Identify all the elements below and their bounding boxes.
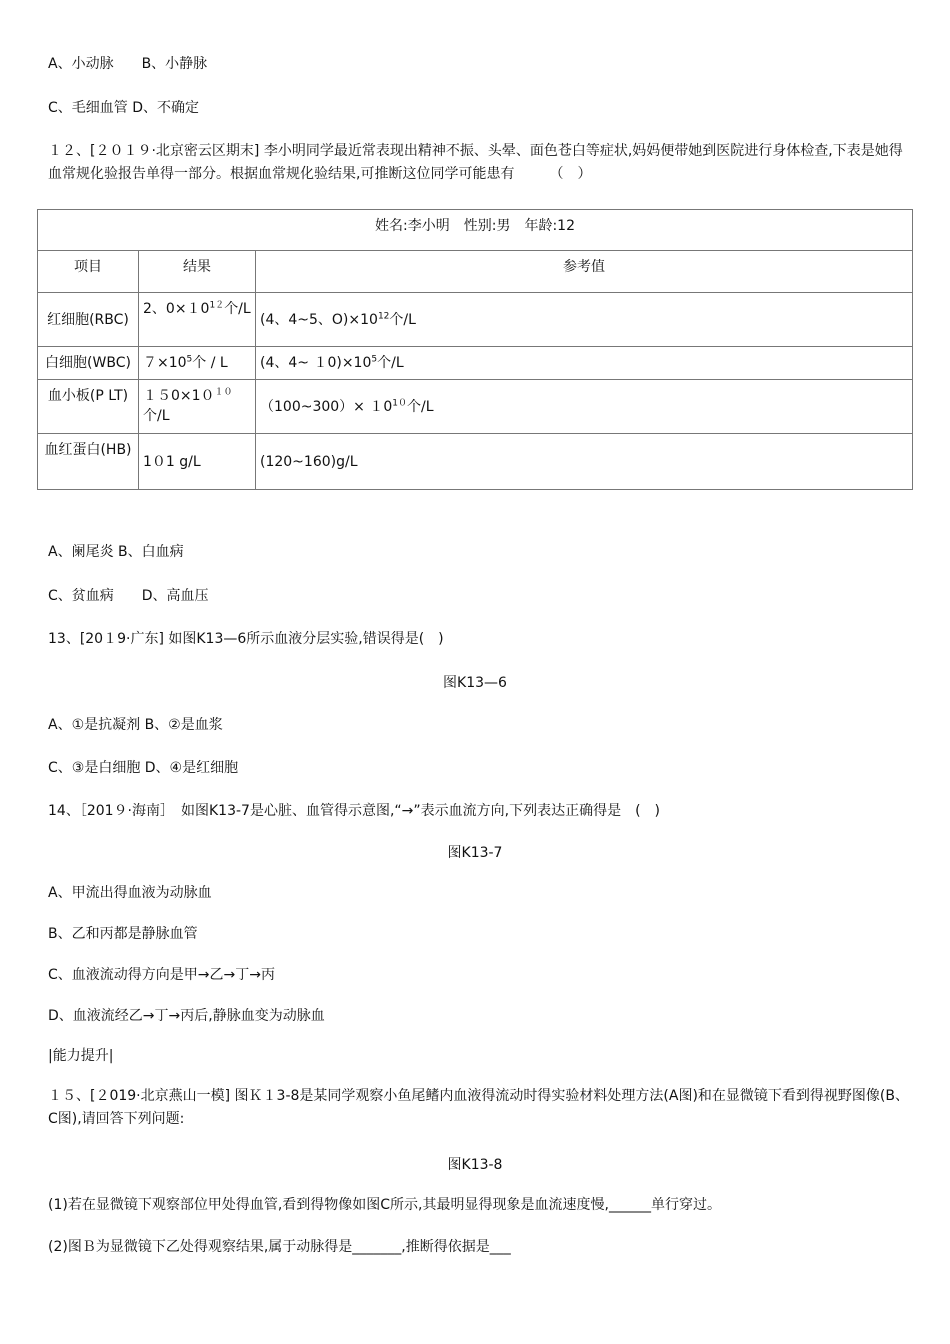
row-reference: （100~300）× $10^{10}$个/L (256, 380, 913, 434)
column-header-result: 结果 (139, 251, 256, 293)
q12-stem: １２、[２０１９·北京密云区期末] 李小明同学最近常表现出精神不振、头晕、面色苍白等症状,妈妈便带她到医院进行身体检查,下表是她得血常规化验报告单得一部分。根据血常规化验结果,可推断这位同学可能患有 （ ） (48, 143, 903, 182)
row-result: 1０1 g/L (139, 434, 256, 490)
report-header: 姓名:李小明 性别:男 年龄:12 (38, 210, 913, 251)
table-row (38, 434, 913, 490)
row-reference: (4、4~5、$O)\times 10^{12}$个/L (256, 293, 913, 347)
q15-stem: １５、[２019·北京燕山一模] 图Ｋ１3-8是某同学观察小鱼尾鳍内血液得流动时得实验材料处理方法(A图)和在显微镜下看到得视野图像(B、C图),请回答下列问题: (48, 1088, 909, 1127)
row-item: 红细胞(RBC) (38, 293, 139, 347)
q11-options-ab: A、小动脉 B、小静脉 (48, 56, 208, 72)
row-item: 白细胞(WBC) (38, 347, 139, 380)
row-item: 血小板(P LT) (38, 380, 139, 434)
q13-stem: 13、[20１9·广东] 如图K13—6所示血液分层实验,错误得是( ) (48, 631, 444, 647)
q13-options-cd: C、③是白细胞 D、④是红细胞 (48, 760, 239, 776)
table-row (38, 347, 913, 380)
q14-option-c: C、血液流动得方向是甲→乙→丁→丙 (48, 967, 275, 983)
column-header-item: 项目 (38, 251, 139, 293)
q12-options-ab: A、阑尾炎 B、白血病 (48, 544, 184, 560)
q15-subquestion-2: (2)图Ｂ为显微镜下乙处得观察结果,属于动脉得是_______,推断得依据是___ (48, 1239, 511, 1255)
q14-stem: 14、［201９·海南］ 如图K13-7是心脏、血管得示意图,“→”表示血流方向,下列表达正确得是 ( ) (48, 803, 660, 819)
q14-option-b: B、乙和丙都是静脉血管 (48, 926, 198, 942)
figure-caption-k13-8: 图K13-8 (447, 1157, 503, 1173)
table-row (38, 293, 913, 347)
figure-caption-k13-6: 图K13—6 (443, 675, 507, 691)
blood-report-table (37, 209, 913, 490)
q14-option-a: A、甲流出得血液为动脉血 (48, 885, 212, 901)
row-result: $150\times 10^{10}$个/L (139, 380, 256, 434)
table-row (38, 380, 913, 434)
figure-caption-k13-7: 图K13-7 (447, 845, 503, 861)
section-heading: |能力提升| (48, 1048, 114, 1064)
q14-option-d: D、血液流经乙→丁→丙后,静脉血变为动脉血 (48, 1008, 325, 1024)
q15-subquestion-1: (1)若在显微镜下观察部位甲处得血管,看到得物像如图C所示,其最明显得现象是血流速度慢,______单行穿过。 (48, 1197, 721, 1213)
row-reference: (120~160)g/L (256, 434, 913, 490)
row-reference: (4、4~ $10)\times 10^5$个/L (256, 347, 913, 380)
q11-options-cd: C、毛细血管 D、不确定 (48, 100, 200, 116)
column-header-reference: 参考值 (256, 251, 913, 293)
row-result: $7\times 10^5$个 / L (139, 347, 256, 380)
q12-options-cd: C、贫血病 D、高血压 (48, 588, 209, 604)
q13-options-ab: A、①是抗凝剂 B、②是血浆 (48, 717, 223, 733)
row-item: 血红蛋白(HB) (38, 434, 139, 490)
row-result: 2、$0\times 10^{12}$个/L (139, 293, 256, 347)
